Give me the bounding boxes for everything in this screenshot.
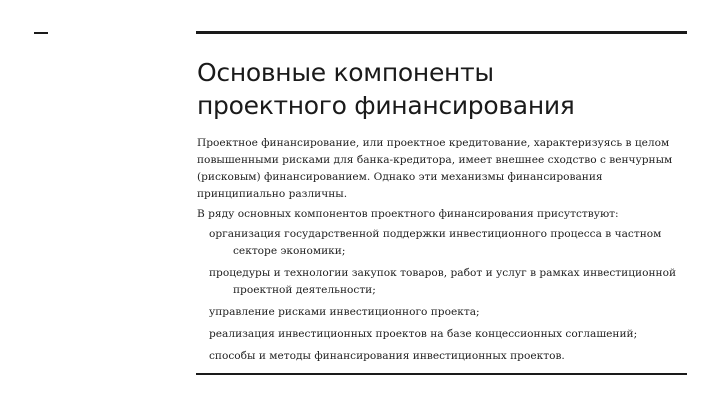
components-intro-paragraph: В ряду основных компонентов проектного финансирования присутствуют: — [197, 208, 619, 220]
bottom-divider — [196, 373, 687, 375]
list-item: организация государственной поддержки инвестиционного процесса в частном секторе экономики; — [209, 228, 662, 257]
list-item: реализация инвестиционных проектов на базе концессионных соглашений; — [209, 328, 638, 340]
intro-paragraph: Проектное финансирование, или проектное кредитование, характеризуясь в целом повышенными рисками для банка-кредитора, имеет внешнее сходство с венчурным (рисковым) финансированием. Однако эти механизмы финансирования принципиально различны. — [197, 137, 673, 200]
list-item: способы и методы финансирования инвестиционных проектов. — [209, 350, 565, 362]
list-item: управление рисками инвестиционного проекта; — [209, 306, 480, 318]
slide-title-line-1: Основные компоненты — [197, 58, 494, 87]
slide-title — [197, 56, 687, 122]
corner-dash-decoration — [34, 32, 48, 34]
slide-body — [197, 135, 685, 370]
slide-title-line-2: проектного финансирования — [197, 91, 575, 120]
top-divider — [196, 31, 687, 34]
list-item: процедуры и технологии закупок товаров, работ и услуг в рамках инвестиционной проектной деятельности; — [209, 267, 677, 296]
components-list — [197, 226, 685, 365]
